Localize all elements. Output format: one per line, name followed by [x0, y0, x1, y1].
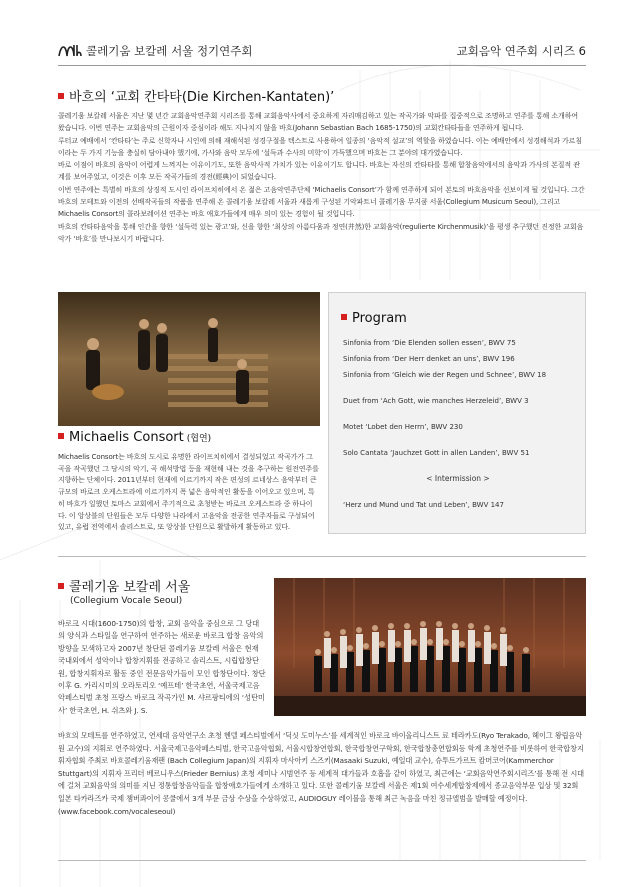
bach-paragraph: 바로 이점이 바흐의 음악이 어렵게 느껴지는 이유이기도, 또한 음악사적 가치가 있는 이유이기도 합니다. 바흐는 자신의 칸타타를 통해 합창음악에서의 음악과 가사의 본질적 관계를 보여주었고, 이것은 이후 모든 작곡가들의 경전(經典)이 되었습니다.: [58, 161, 580, 182]
bach-paragraph: 바흐의 칸타타음악을 통해 인간을 향한 ‘설득력 있는 광고’와, 신을 향한 ‘최상의 아름다움과 정연(井然)한 교회음악(regulierte Kirchenmusik)’을 평생 추구했던 진정한 교회음악가 ‘바흐’를 만나보시기 바랍니다.: [58, 222, 584, 243]
red-square-bullet: [341, 314, 347, 320]
section-bach-title: 바흐의 ‘교회 칸타타(Die Kirchen-Kantaten)’: [69, 90, 335, 105]
michaelis-title: Michaelis Consort: [69, 430, 184, 445]
program-item: Motet ‘Lobet den Herrn’, BWV 230: [343, 423, 463, 431]
section-bach-body: [58, 110, 586, 245]
page-header: [58, 38, 586, 66]
michaelis-heading: [58, 430, 211, 445]
logo-icon: [58, 42, 82, 58]
program-item: ‘Herz und Mund und Tat und Leben’, BWV 147: [343, 501, 504, 509]
cvs-subtitle: (Collegium Vocale Seoul): [70, 596, 183, 606]
bach-paragraph: 이번 연주에는 특별히 바흐의 상징적 도시인 라이프치히에서 온 젊은 고음악연주단체 ‘Michaelis Consort’가 함께 연주하게 되어 본토의 바흐음악을 선보이게 될 것입니다. 그간 바흐의 모테트와 이전의 선배작곡들의 작품을 연주해 온 콜레기움 보칼레 서울과 새롭게 구성된 기악파트너 콜레기움 무지쿰 서울(Collegium Musicum Seoul), 그리고 Michaelis Consort의 콜라보레이션 연주는 바흐 애호가들에게 매우 의미 있는 경험이 될 것입니다.: [58, 185, 585, 219]
program-item: Sinfonia from ‘Gleich wie der Regen und Schnee’, BWV 18: [343, 371, 547, 379]
michaelis-text: Michaelis Consort는 바흐의 도시로 유명한 라이프치히에서 결성되었고 작곡가가 그 곡을 작곡했던 그 당시의 악기, 곡 해석방법 등을 재현해 내는 것을 추구하는 원전연주를 지향하는 단체이다. 2011년부터 현재에 이르기까지 작은 편성의 르네상스 음악부터 큰 규모의 바로크 오케스트라에 이르기까지 폭 넓은 음악적인 활동을 이어오고 있으며, 특히 바흐가 일했던 토마스 교회에서 주기적으로 초청받는 바로크 오케스트라 중 하나이다. 이 앙상블의 단원들은 모두 다양한 나라에서 고음악을 전공한 연주자들로 구성되어 있고, 유럽 전역에서 솔리스트로, 또 앙상블 단원으로 활발하게 활동하고 있다.: [58, 453, 319, 532]
michaelis-subtitle: (협연): [186, 434, 212, 444]
program-item: Sinfonia from ‘Der Herr denket an uns’, BWV 196: [343, 355, 515, 363]
cvs-heading: [58, 576, 190, 595]
program-item: Solo Cantata ‘Jauchzet Gott in allen Landen’, BWV 51: [343, 449, 530, 457]
red-square-bullet: [58, 93, 64, 99]
program-item: Duet from ‘Ach Gott, wie manches Herzeleid’, BWV 3: [343, 397, 529, 405]
bach-paragraph: 콜레기움 보칼레 서울은 지난 몇 년간 교회음악연주회 시리즈를 통해 교회음악사에서 중요하게 자리매김하고 있는 작곡가와 악파를 집중적으로 조명하고 연주를 통해 소개하여 왔습니다. 이번 연주는 교회음악의 근원이자 중심이라 해도 지나치지 않을 바흐(Johann Sebastian Bach 1685-1750)의 교회칸타타들을 연주하게 됩니다.: [58, 112, 579, 133]
collegium-vocale-photo: [274, 578, 586, 716]
footer-line: [58, 860, 586, 861]
cvs-text-narrow: 바로크 시대(1600-1750)의 합창, 교회 음악을 중심으로 그 당대의 양식과 스타일을 연구하여 연주하는 새로운 바로크 합창 음악의 방향을 모색하고자 2007년 창단된 콜레기움 보칼레 서울은 현재 국내외에서 성악이나 합창지휘를 전공하고 솔리스트, 시립합창단원, 합창지휘자로 활동 중인 전문음악가들이 모인 합창단이다. 창단 이후 G. 카리시미의 오라토리오 ‘예프테’ 한국초연, 서울국제고음악페스티벌 초청 프랑스 바로크 작곡가인 M. 샤르팡티에의 ‘성탄미사’ 한국초연, H. 쉬츠와 J. S.: [58, 619, 266, 715]
cvs-title: 콜레기움 보칼레 서울: [69, 580, 191, 595]
program-intermission: < Intermission >: [426, 474, 490, 483]
cvs-text-wide: 바흐의 모테트를 연주하였고, 연세대 음악연구소 초청 헨델 페스티벌에서 ‘딕싯 도미누스’를 세계적인 바로크 바이올리니스트 료 테라카도(Ryo Terakado, 헤이그 왕립음악원 교수)의 지휘로 연주하였다. 서울국제고음악페스티벌, 한국고음악협회, 서울시합창연합회, 한국합창연구학회, 한국합창총연합회등 학계 초청연주를 비롯하여 한국합창지휘자협회 주최로 바흐콜레기움재팬 (Bach Collegium Japan)의 지휘자 마사아키 스즈키(Masaaki Suzuki, 예일대 교수), 슈투트가르트 캄머코어(Kammerchor Stuttgart)의 지휘자 프리더 베르니우스(Frieder Bernius) 초청 세미나 시범연주 등 세계적 대가들과 호흡을 같이 하였고, 최근에는 ‘교회음악연주회시리즈’를 통해 전 시대에 걸쳐 교회음악의 의미를 지닌 정통합창음악들을 합창애호가들에게 소개하고 있다. 또한 콜레기움 보칼레 서울은 제1회 여수세계합창제에서 종교음악부문 입상 및 32회 일본 타카라즈카 국제 챔버콰이어 콩쿨에서 3개 부문 금상 수상을 수상하였고, AUDIOGUY 레이블을 통해 최근 녹음을 마친 정규앨범을 발매할 예정이다. (www.facebook.com/vocaleseoul): [58, 731, 585, 816]
section-divider: [58, 556, 586, 557]
bach-paragraph: 루터교 예배에서 ‘칸타타’는 주로 신학자나 시인에 의해 재해석된 성경구절을 텍스트로 사용하여 일종의 ‘음악적 설교’의 역할을 하였습니다. 이는 예배안에서 성경해석과 가르침이라는 두 가지 기능을 충실히 담아내야 했기에, 가사와 음악 모두에 ‘설득과 수사의 미학’이 가득했으며 바흐는 그 분야의 대가였습니다.: [58, 136, 583, 157]
header-series: 교회음악 연주회 시리즈 6: [456, 44, 586, 58]
red-square-bullet: [58, 433, 64, 439]
header-title: 콜레기움 보칼레 서울 정기연주회: [86, 44, 253, 58]
program-item: Sinfonia from ‘Die Elenden sollen essen’, BWV 75: [343, 339, 516, 347]
michaelis-consort-photo: [58, 292, 320, 426]
red-square-bullet: [58, 583, 64, 589]
program-box: [328, 292, 586, 534]
program-title: Program: [352, 311, 407, 326]
section-bach-heading: [58, 86, 334, 105]
program-heading: [341, 311, 407, 326]
